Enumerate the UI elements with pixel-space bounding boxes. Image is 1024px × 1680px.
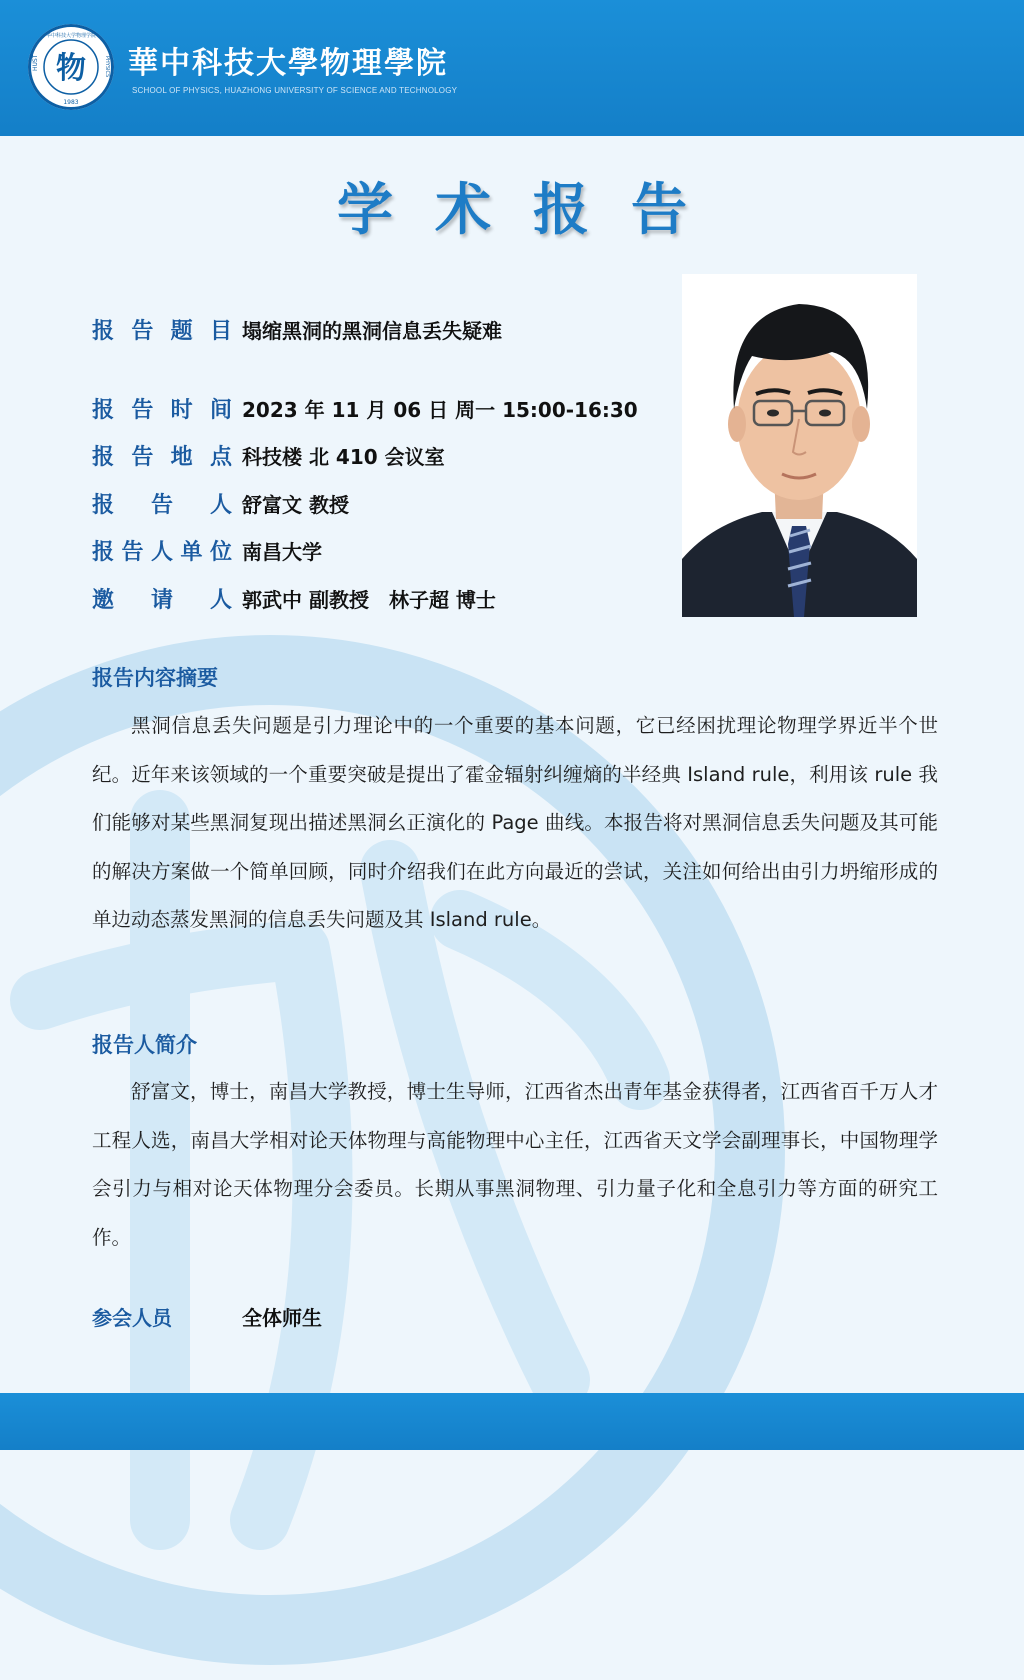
- label-char: 报: [92, 398, 115, 423]
- speaker-label: [92, 488, 232, 519]
- place-value: 科技楼 北 410 会议室: [242, 445, 445, 469]
- label-char: 请: [150, 588, 173, 613]
- bio-text: 舒富文，博士，南昌大学教授，博士生导师，江西省杰出青年基金获得者，江西省百千万人才工程人选，南昌大学相对论天体物理与高能物理中心主任，江西省天文学会副理事长，中国物理学会引力与相对论天体物理分会委员。长期从事黑洞物理、引力量子化和全息引力等方面的研究工作。: [92, 1080, 938, 1249]
- label-char: 间: [209, 398, 232, 423]
- label-char: 邀: [92, 588, 115, 613]
- school-name-cn: 華中科技大學物理學院: [128, 46, 448, 81]
- attendees-value: 全体师生: [242, 1306, 322, 1330]
- inviter-label: [92, 583, 232, 614]
- label-char: 题: [170, 319, 193, 344]
- label-char: 单: [180, 540, 203, 565]
- abstract-heading: 报告内容摘要: [92, 666, 218, 690]
- school-seal-icon: [28, 24, 114, 110]
- label-char: 报: [92, 445, 115, 470]
- label-char: 目: [209, 319, 232, 344]
- place-label: [92, 440, 232, 471]
- label-char: 告: [150, 493, 173, 518]
- abstract-text: 黑洞信息丢失问题是引力理论中的一个重要的基本问题，它已经困扰理论物理学界近半个世纪。近年来该领域的一个重要突破是提出了霍金辐射纠缠熵的半经典 Island rule，利用该 rule 我们能够对某些黑洞复现出描述黑洞幺正演化的 Page 曲线。本报告将对黑洞信息丢失问题及其可能的解决方案做一个简单回顾，同时介绍我们在此方向最近的尝试，关注如何给出由引力坍缩形成的单边动态蒸发黑洞的信息丢失问题及其 Island rule。: [92, 714, 938, 931]
- time-value: 2023 年 11 月 06 日 周一 15:00-16:30: [242, 398, 638, 422]
- label-char: 告: [131, 398, 154, 423]
- header-bar: [0, 0, 1024, 136]
- speaker-photo: [682, 274, 917, 617]
- label-char: 告: [121, 540, 144, 565]
- label-char: 时: [170, 398, 193, 423]
- page-title: 学术报告: [337, 177, 729, 243]
- seal-top-text: 华中科技大学物理学院: [45, 33, 97, 39]
- topic-label: [92, 314, 232, 345]
- label-char: 报: [92, 493, 115, 518]
- attendees-label: 参会人员: [92, 1306, 172, 1330]
- seal-left-text: HUST: [32, 54, 39, 71]
- inviter-value: 郭武中 副教授 林子超 博士: [242, 588, 496, 612]
- school-name-en: SCHOOL OF PHYSICS, HUAZHONG UNIVERSITY OF SCIENCE AND TECHNOLOGY: [132, 86, 458, 95]
- label-char: 地: [170, 445, 193, 470]
- topic-value: 塌缩黑洞的黑洞信息丢失疑难: [242, 319, 502, 343]
- affiliation-value: 南昌大学: [242, 540, 322, 564]
- speaker-portrait-icon: [682, 274, 917, 617]
- seal-char: 物: [56, 51, 86, 86]
- label-char: 位: [209, 540, 232, 565]
- label-char: 人: [209, 588, 232, 613]
- label-char: 点: [209, 445, 232, 470]
- label-char: 人: [150, 540, 173, 565]
- affiliation-label: [92, 535, 232, 566]
- bio-heading: 报告人简介: [92, 1033, 197, 1057]
- speaker-value: 舒富文 教授: [242, 493, 349, 517]
- label-char: 告: [131, 445, 154, 470]
- label-char: 人: [209, 493, 232, 518]
- label-char: 报: [92, 540, 115, 565]
- attendees-row: [92, 1302, 322, 1331]
- footer-bar: [0, 1393, 1024, 1450]
- label-char: 告: [131, 319, 154, 344]
- seal-year: 1983: [63, 99, 79, 106]
- label-char: 报: [92, 319, 115, 344]
- time-label: [92, 393, 232, 424]
- seal-right-text: PHYSICS: [104, 56, 110, 78]
